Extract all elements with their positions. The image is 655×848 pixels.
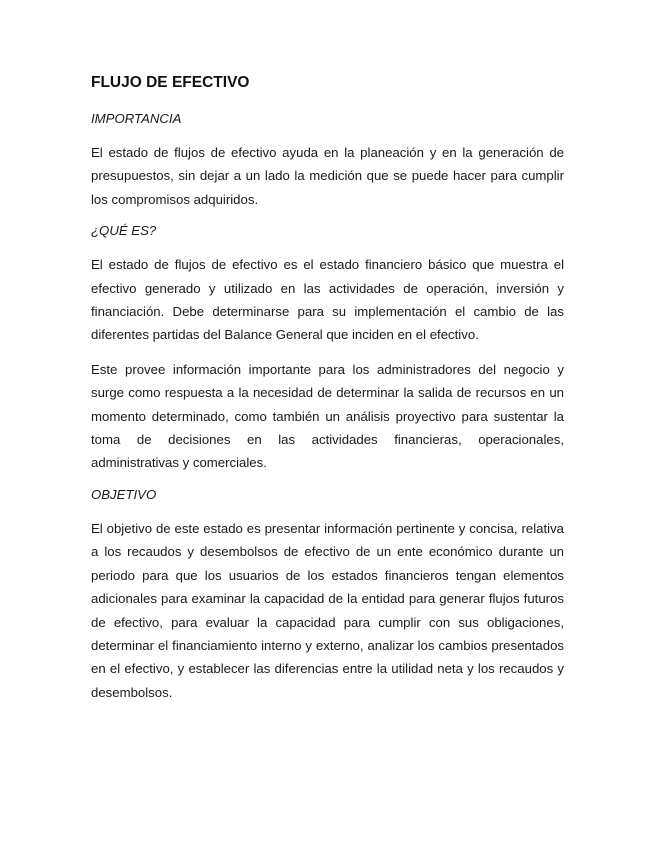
paragraph-que-es-1: El estado de flujos de efectivo es el estado financiero básico que muestra el efectivo generado y utilizado en las actividades de operación, inversión y financiación. Debe determinarse para su implementación el cambio de las diferentes partidas del Balance General que inciden en el efectivo. — [91, 257, 564, 343]
section-importancia — [91, 110, 564, 211]
section-que-es — [91, 222, 564, 475]
section-objetivo — [91, 486, 564, 704]
document-title: FLUJO DE EFECTIVO — [91, 74, 250, 91]
paragraph-objetivo-1: El objetivo de este estado es presentar información pertinente y concisa, relativa a los recaudos y desembolsos de efectivo de un ente económico durante un periodo para que los usuarios de los estados financieros tengan elementos adicionales para examinar la capacidad de la entidad para generar flujos futuros de efectivo, para evaluar la capacidad para cumplir con sus obligaciones, determinar el financiamiento interno y externo, analizar los cambios presentados en el efectivo, y establecer las diferencias entre la utilidad neta y los recaudos y desembolsos. — [91, 520, 564, 700]
section-heading-objetivo: OBJETIVO — [91, 486, 157, 502]
section-heading-importancia: IMPORTANCIA — [91, 111, 182, 126]
document-page — [91, 72, 564, 715]
section-heading-que-es: ¿QUÉ ES? — [91, 223, 157, 239]
paragraph-que-es-2: Este provee información importante para los administradores del negocio y surge como respuesta a la necesidad de determinar la salida de recursos en un momento determinado, como también un análisis proyectivo para sustentar la toma de decisiones en las actividades financieras, operacionales, administrativas y comerciales. — [91, 361, 564, 471]
paragraph-importancia-1: El estado de flujos de efectivo ayuda en la planeación y en la generación de presupuestos, sin dejar a un lado la medición que se puede hacer para cumplir los compromisos adquiridos. — [91, 145, 564, 207]
